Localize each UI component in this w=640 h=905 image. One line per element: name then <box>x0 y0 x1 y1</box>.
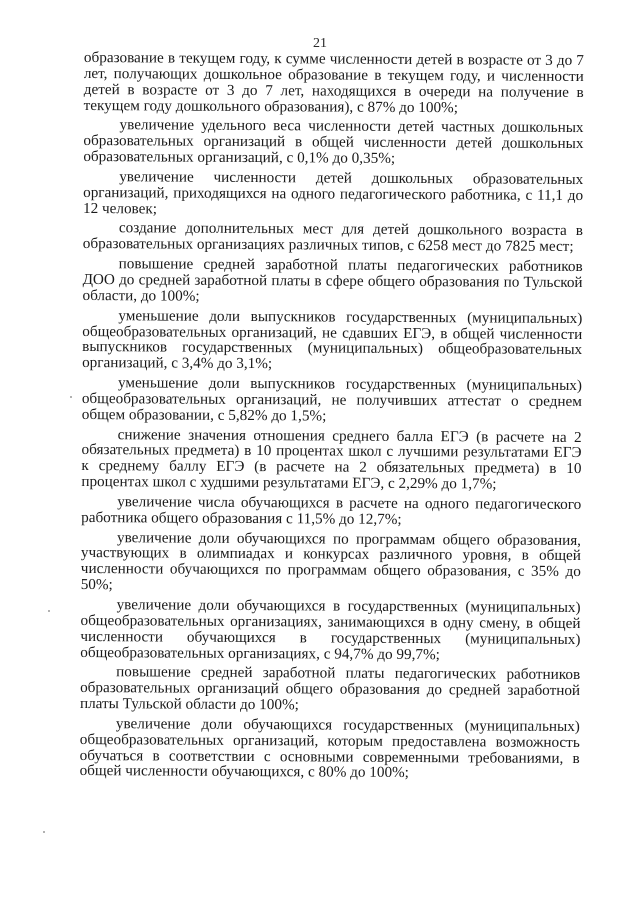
paragraph-7: уменьшение доли выпускников государственных (муниципальных) общеобразовательных организаций, не получивших аттестат о среднем общем образовании, с 5,82% до 1,5%; <box>81 374 583 425</box>
paragraph-12: повышение средней заработной платы педагогических работников образовательных организаций общего образования до средней заработной платы Тульской области до 100%; <box>79 663 581 714</box>
document-body <box>80 50 584 786</box>
paragraph-5: повышение средней заработной платы педагогических работников ДОО до средней заработной платы в сфере общего образования по Тульской области, до 100%; <box>82 255 583 305</box>
paragraph-4: создание дополнительных мест для детей дошкольного возраста в образовательных организациях различных типов, с 6258 мест до 7825 мест; <box>82 219 583 256</box>
paragraph-13: увеличение доли обучающихся государственных (муниципальных) общеобразовательных организаций, которым предоставлена возможность обучаться в соответствии с основными современными требованиями, в общей численности обучающихся, с 80% до 100%; <box>79 715 580 782</box>
paragraph-9: увеличение числа обучающихся в расчете на одного педагогического работника общего образования с 11,5% до 12,7%; <box>81 493 582 528</box>
paragraph-3: увеличение численности детей дошкольных образовательных организаций, приходящихся на одного педагогического работника, с 11,1 до 12 человек; <box>82 168 584 218</box>
paragraph-11: увеличение доли обучающихся в государственных (муниципальных) общеобразовательных организациях, занимающихся в одну смену, в общей численности обучающихся в государственных (муниципальных) общеобразовательных организациях, с 94,7% до 99,7%; <box>80 596 581 663</box>
paragraph-10: увеличение доли обучающихся по программам общего образования, участвующих в олимпиадах и конкурсах различного уровня, в общей численности обучающихся по программам общего образования, с 35% до 50%; <box>80 528 582 594</box>
paragraph-2: увеличение удельного веса численности детей частных дошкольных образовательных организаций в общей численности детей дошкольных образовательных организаций, с 0,1% до 0,35%; <box>83 116 584 167</box>
scan-speck <box>43 831 45 833</box>
paragraph-1: образование в текущем году, к сумме численности детей в возрасте от 3 до 7 лет, получающих дошкольное образование в текущем году, и численности детей в возрасте от 3 до 7 лет, находящихся в очереди на получение в текущем году дошкольного образования), с 87% до 100%; <box>83 49 584 116</box>
page-number: 21 <box>313 36 327 51</box>
paragraph-6: уменьшение доли выпускников государственных (муниципальных) общеобразовательных организаций, не сдавших ЕГЭ, в общей численности выпускников государственных (муниципальных) общеобразовательных организаций, с 3,4% до 3,1%; <box>82 306 583 373</box>
scan-speck <box>70 396 72 398</box>
paragraph-8: снижение значения отношения среднего балла ЕГЭ (в расчете на 2 обязательных предмета) в 10 процентах школ с лучшими результатами ЕГЭ к среднему баллу ЕГЭ (в расчете на 2 обязательных предмета) в 10 процентах школ с худшими результатами ЕГЭ, с 2,29% до 1,7%; <box>81 425 582 493</box>
scan-speck <box>48 610 50 612</box>
